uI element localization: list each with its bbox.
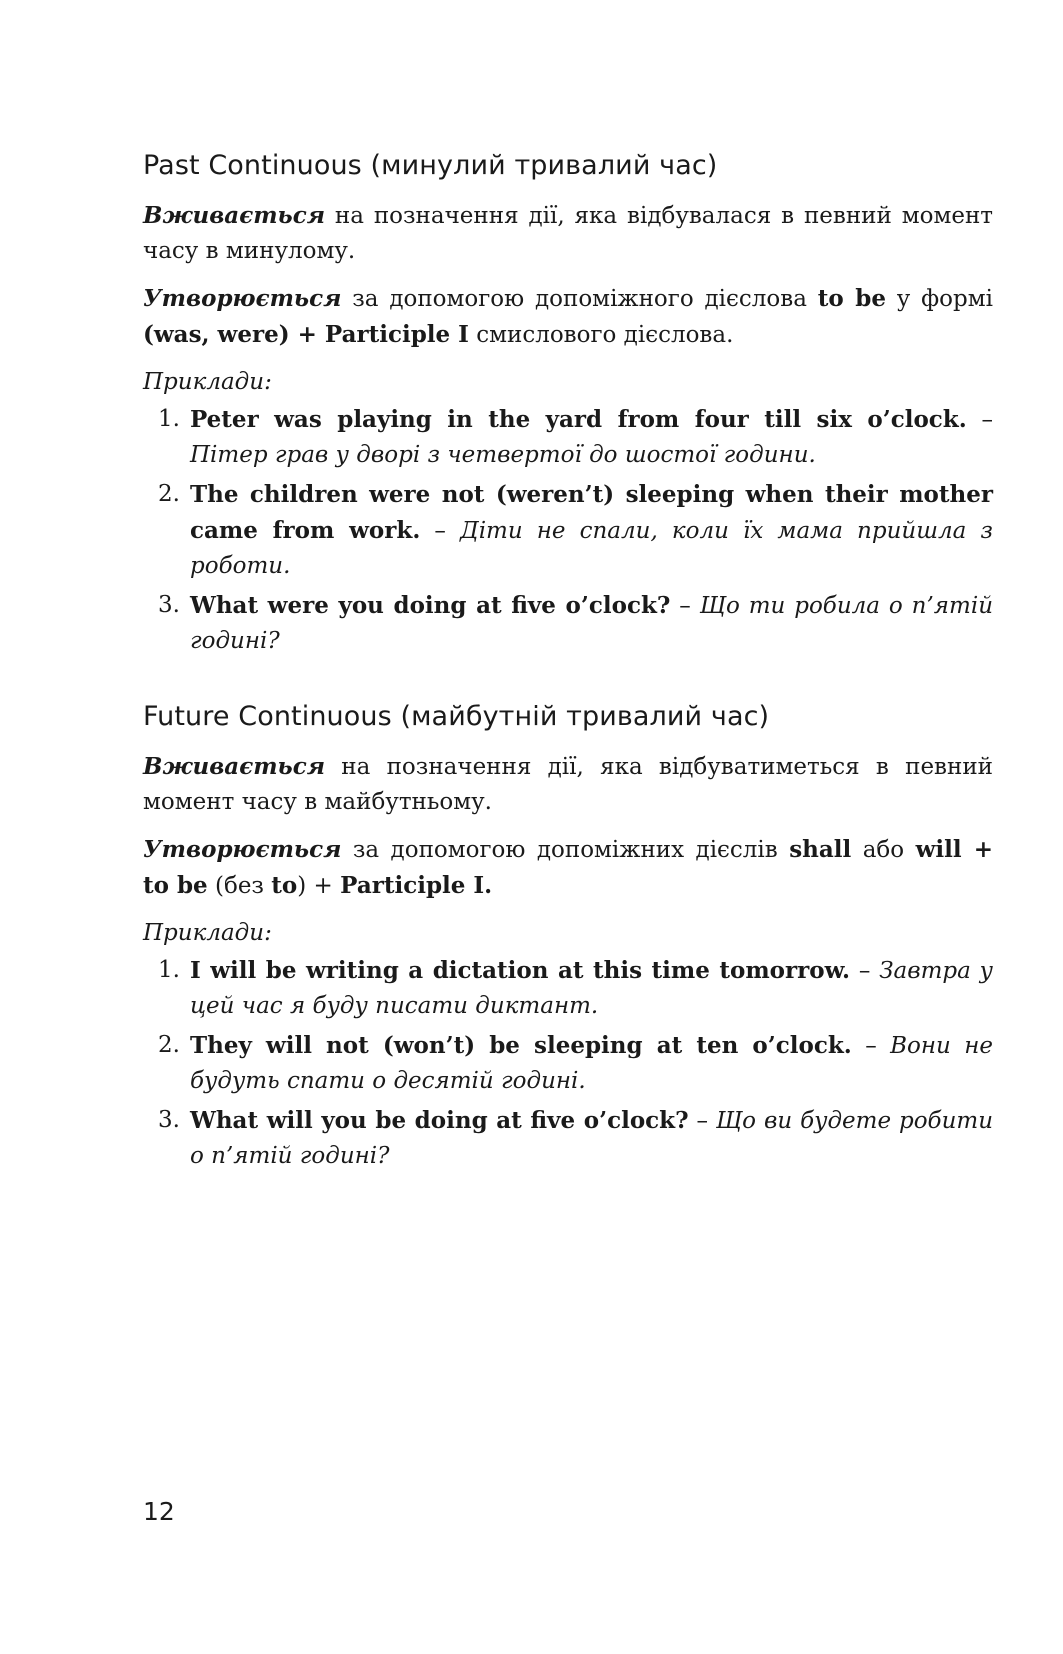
example-separator: – xyxy=(966,407,994,433)
example-item xyxy=(143,953,993,1024)
formation-keyword: Утворюється xyxy=(143,836,342,863)
formation-paragraph xyxy=(143,832,993,904)
formation-text: за допомогою допоміжного дієслова xyxy=(341,286,818,312)
examples-label: Приклади: xyxy=(143,369,272,395)
usage-paragraph xyxy=(143,749,993,820)
usage-text: на позначення дії, яка відбувалася в певний момент часу в минулому. xyxy=(143,203,993,264)
usage-keyword: Вживається xyxy=(143,202,326,229)
section-heading: Future Continuous (майбутній тривалий час) xyxy=(143,701,770,732)
example-number: 2. xyxy=(158,1032,180,1058)
example-english: They will not (won’t) be sleeping at ten o’clock. xyxy=(190,1032,852,1059)
example-separator: – xyxy=(420,518,460,544)
formation-text: або xyxy=(851,837,916,863)
example-english: I will be writing a dictation at this time tomorrow. xyxy=(190,957,851,984)
example-english: Peter was playing in the yard from four till six o’clock. xyxy=(190,406,967,433)
example-separator: – xyxy=(851,1033,891,1059)
section-future-continuous xyxy=(143,699,993,1174)
formation-bold: to xyxy=(271,872,298,899)
section-heading: Past Continuous (минулий тривалий час) xyxy=(143,150,718,181)
example-english: The children were not (weren’t) sleeping when their mother came from work. xyxy=(190,481,993,544)
section-past-continuous xyxy=(143,148,993,659)
formation-text: ) + xyxy=(297,873,341,899)
example-translation: Завтра у цей час я буду писати диктант. xyxy=(190,958,994,1019)
formation-bold: Participle I. xyxy=(340,872,493,899)
formation-bold: (was, were) + Participle I xyxy=(143,321,469,348)
usage-text: на позначення дії, яка відбуватиметься в певний момент часу в майбутньому. xyxy=(143,754,993,815)
formation-bold: shall xyxy=(789,836,852,863)
formation-text: (без xyxy=(207,873,272,899)
example-translation: Що ти робила о п’ятій годині? xyxy=(190,593,994,654)
example-number: 1. xyxy=(158,406,180,432)
example-translation: Вони не будуть спати о десятій годині. xyxy=(190,1033,993,1094)
formation-bold: will + to be xyxy=(143,836,994,899)
example-number: 3. xyxy=(158,1107,180,1133)
formation-bold: to be xyxy=(817,285,886,312)
usage-keyword: Вживається xyxy=(143,753,326,780)
example-separator: – xyxy=(850,958,880,984)
example-english: What were you doing at five o’clock? xyxy=(190,592,671,619)
example-number: 3. xyxy=(158,592,180,618)
example-number: 1. xyxy=(158,957,180,983)
examples-label: Приклади: xyxy=(143,920,272,946)
example-item xyxy=(143,402,993,473)
example-number: 2. xyxy=(158,481,180,507)
formation-paragraph xyxy=(143,281,993,353)
example-item xyxy=(143,477,993,584)
example-english: What will you be doing at five o’clock? xyxy=(190,1107,689,1134)
page-content xyxy=(143,148,993,1178)
example-separator: – xyxy=(670,593,700,619)
example-item xyxy=(143,1103,993,1174)
example-translation: Пітер грав у дворі з четвертої до шостої години. xyxy=(190,442,816,468)
examples-list xyxy=(143,953,993,1174)
formation-text: у формі xyxy=(885,286,993,312)
example-item xyxy=(143,1028,993,1099)
example-separator: – xyxy=(688,1108,716,1134)
formation-text: смислового дієслова. xyxy=(468,322,734,348)
page-number: 12 xyxy=(143,1497,175,1526)
usage-paragraph xyxy=(143,198,993,269)
formation-keyword: Утворюється xyxy=(143,285,342,312)
example-translation: Діти не спали, коли їх мама прийшла з роботи. xyxy=(190,518,993,579)
example-translation: Що ви будете робити о п’ятій годині? xyxy=(190,1108,994,1169)
formation-text: за допомогою допоміжних дієслів xyxy=(341,837,790,863)
example-item xyxy=(143,588,993,659)
examples-list xyxy=(143,402,993,659)
